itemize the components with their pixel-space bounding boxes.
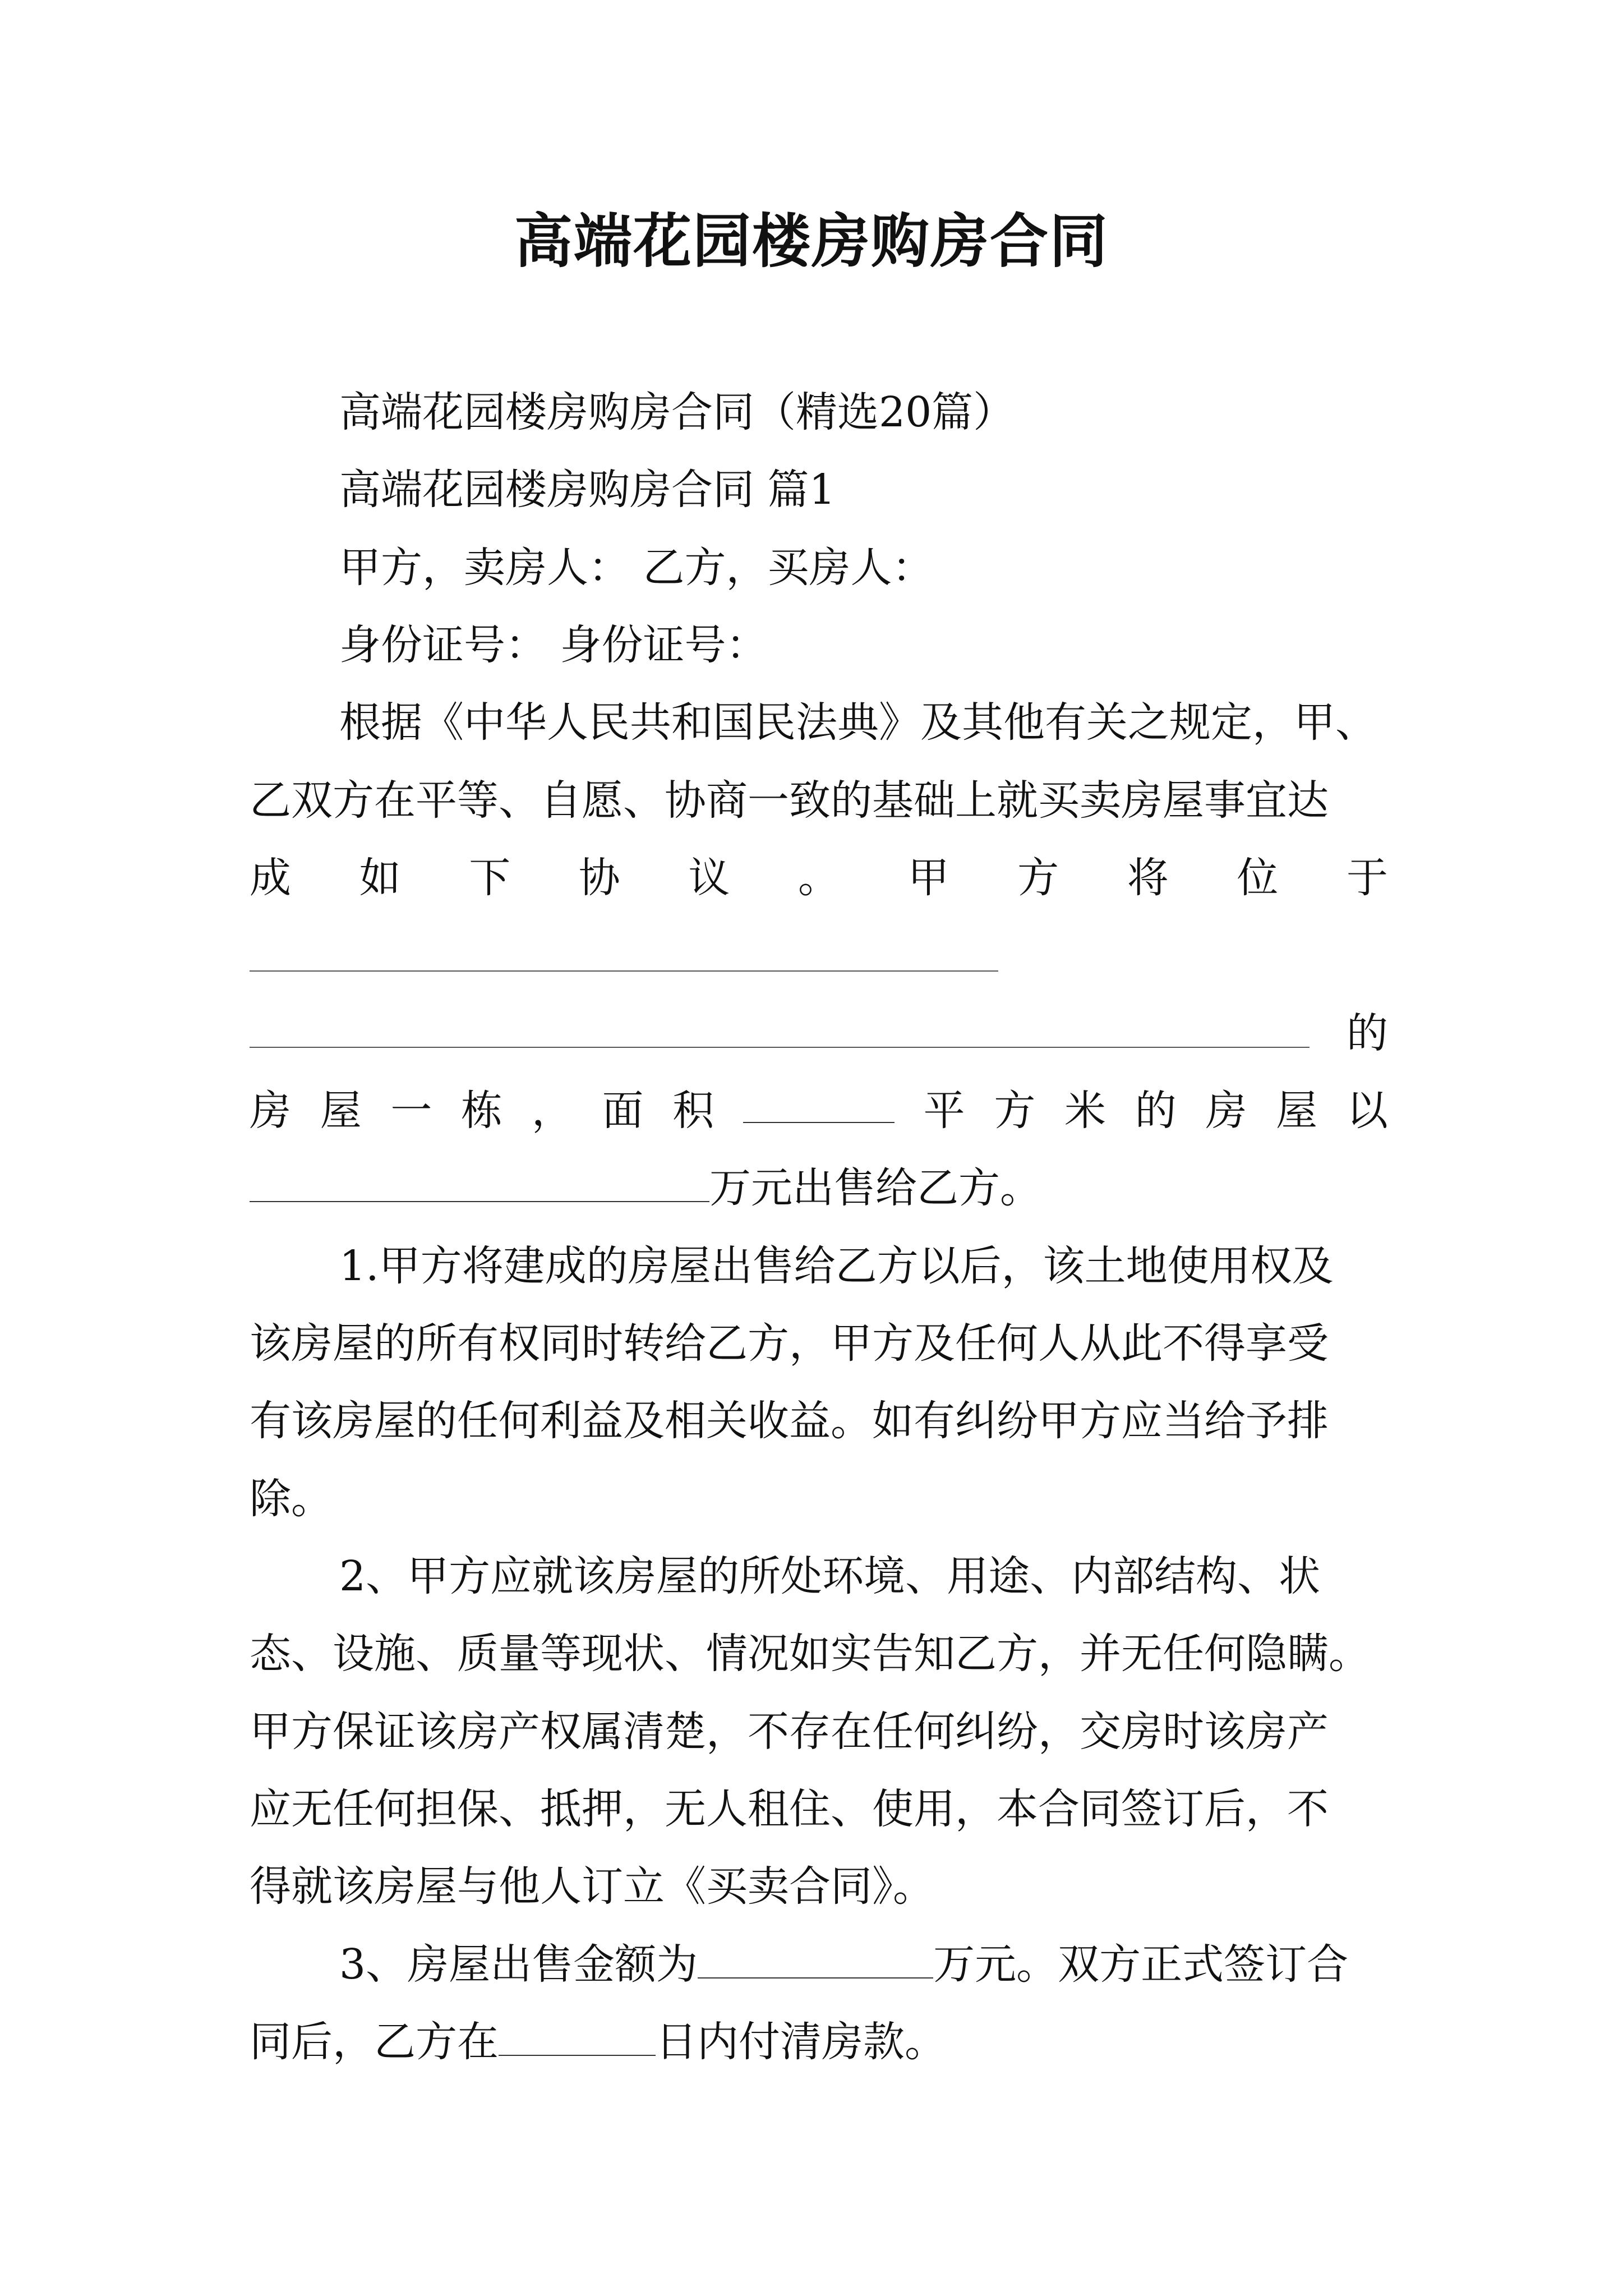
clause-3-text-b: 万元。双方正式签订合 <box>933 1940 1349 1989</box>
area-char: 方 <box>994 1087 1036 1135</box>
location-blank-1 <box>250 970 998 972</box>
document-title: 高端花园楼房购房合同 <box>514 206 1109 275</box>
clause-2-line-2: 态、设施、质量等现状、情况如实告知乙方，并无任何隐瞒。 <box>250 1630 1370 1678</box>
payment-days-blank <box>499 2016 656 2056</box>
clause-3-text-a: 3、房屋出售金额为 <box>339 1940 698 1989</box>
parties-line: 甲方，卖房人： 乙方，买房人： <box>339 544 934 592</box>
clause-3-text-c: 同后，乙方在 <box>250 2018 499 2066</box>
area-char: 面 <box>602 1087 644 1135</box>
intro-char: 位 <box>1237 854 1279 902</box>
clause-1-line-2: 该房屋的所有权同时转给乙方，甲方及任何人从此不得享受 <box>250 1319 1329 1368</box>
intro-char: 。 <box>797 854 840 902</box>
intro-line-1: 根据《中华人民共和国民法典》及其他有关之规定，甲、 <box>339 698 1377 747</box>
intro-char: 甲 <box>907 854 949 902</box>
area-char: 屋 <box>1276 1087 1318 1135</box>
area-char: 平 <box>923 1087 965 1135</box>
area-line <box>250 1083 1388 1139</box>
area-char: 栋 <box>461 1087 503 1135</box>
id-number-line: 身份证号： 身份证号： <box>339 621 768 669</box>
area-char: 以 <box>1346 1087 1388 1135</box>
clause-2-line-5: 得就该房屋与他人订立《买卖合同》。 <box>250 1862 934 1911</box>
area-char: 米 <box>1064 1087 1106 1135</box>
price-line-text: 万元出售给乙方。 <box>709 1164 1041 1212</box>
clause-1-line-3: 有该房屋的任何利益及相关收益。如有纠纷甲方应当给予排 <box>250 1397 1329 1445</box>
clause-3-line-1 <box>250 1936 1478 1993</box>
area-char: 的 <box>1135 1087 1177 1135</box>
price-blank <box>250 1162 709 1202</box>
intro-char: 下 <box>469 854 511 902</box>
section-heading: 高端花园楼房购房合同 篇1 <box>339 466 836 514</box>
clause-3-text-d: 日内付清房款。 <box>656 2018 946 2066</box>
sale-amount-blank <box>698 1938 933 1978</box>
intro-char: 协 <box>578 854 620 902</box>
intro-char: 如 <box>359 854 401 902</box>
area-char: 房 <box>1205 1087 1247 1135</box>
intro-line-2: 乙双方在平等、自愿、协商一致的基础上就买卖房屋事宜达 <box>250 776 1329 825</box>
intro-char: 成 <box>250 854 291 902</box>
location-blank-2 <box>250 1047 1310 1048</box>
clause-1-line-4: 除。 <box>250 1475 333 1523</box>
intro-char: 将 <box>1127 854 1169 902</box>
area-blank <box>743 1083 895 1123</box>
intro-line-3 <box>250 850 1388 906</box>
area-char: 屋 <box>320 1087 362 1135</box>
intro-char: 于 <box>1346 854 1388 902</box>
location-line-end: 的 <box>1347 1009 1388 1057</box>
clause-2-line-3: 甲方保证该房产权属清楚，不存在任何纠纷，交房时该房产 <box>250 1708 1329 1756</box>
area-char: 积 <box>672 1087 714 1135</box>
clause-2-line-4: 应无任何担保、抵押，无人租住、使用，本合同签订后，不 <box>250 1785 1329 1833</box>
area-char: 房 <box>250 1087 291 1135</box>
intro-char: 议 <box>688 854 730 902</box>
clause-3-line-2 <box>250 2014 1388 2070</box>
clause-2-line-1: 2、甲方应就该房屋的所处环境、用途、内部结构、状 <box>339 1552 1321 1600</box>
document-subtitle: 高端花园楼房购房合同（精选20篇） <box>339 388 1015 436</box>
intro-char: 方 <box>1017 854 1059 902</box>
area-char: 一 <box>390 1087 432 1135</box>
clause-1-line-1: 1.甲方将建成的房屋出售给乙方以后，该土地使用权及 <box>339 1242 1334 1290</box>
price-line <box>250 1160 1388 1216</box>
area-char: ， <box>531 1087 573 1135</box>
